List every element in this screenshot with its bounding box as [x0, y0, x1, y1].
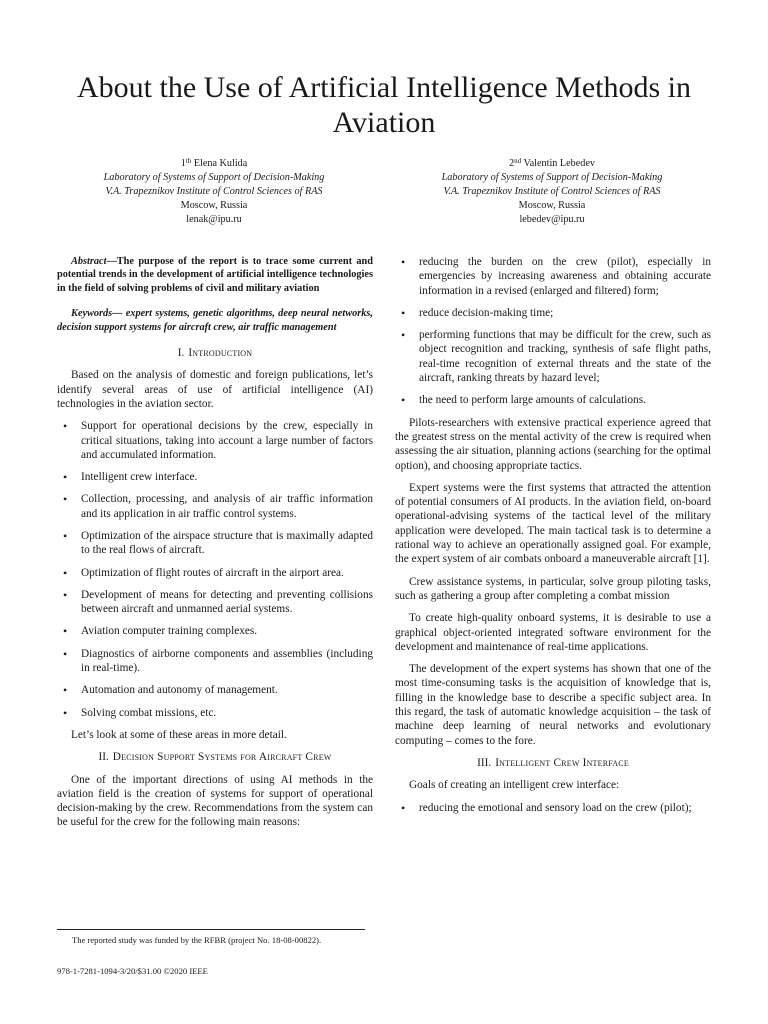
section-heading-decision-support: II. Decision Support Systems for Aircraft Crew [98, 751, 332, 764]
section-heading-introduction: I. Introduction [177, 347, 253, 360]
bullet-icon: • [63, 646, 68, 661]
list-item: • Automation and autonomy of management. [63, 683, 278, 698]
list-item: • the need to perform large amounts of calculations. [401, 393, 646, 408]
left-column [57, 255, 373, 838]
author-city: Moscow, Russia [180, 200, 248, 211]
footnote-rule [57, 929, 365, 930]
section-heading-crew-interface: III. Intelligent Crew Interface [477, 756, 629, 769]
footnote: The reported study was funded by the RFBR (project No. 18-08-00822). [72, 935, 322, 945]
bullet-icon: • [63, 624, 68, 639]
bullet-icon: • [63, 683, 68, 698]
intro-bullet-list [57, 419, 373, 720]
list-item: • performing functions that may be difficult for the crew, such as object recognition and tracking, synthesis of safe flight paths, real-time recognition of external threats and the state of the aircraft, ranking threats by hazard level; [401, 328, 711, 385]
bullet-icon: • [63, 529, 68, 543]
bullet-icon: • [63, 705, 68, 720]
body-paragraph: Crew assistance systems, in particular, solve group piloting tasks, such as gathering a group after completing a combat mission [395, 575, 711, 602]
author-name: 1th Elena Kulida [180, 157, 248, 169]
dss-bullet-list [395, 255, 711, 408]
intro-closing-paragraph: Let’s look at some of these areas in more detail. [71, 728, 287, 741]
author-institute: V.A. Trapeznikov Institute of Control Sciences of RAS [443, 186, 661, 197]
bullet-icon: • [63, 492, 68, 507]
intro-paragraph: Based on the analysis of domestic and foreign publications, let’s identify several areas of use of artificial intelligence (AI) technologies in the aviation sector. [57, 369, 373, 410]
list-item: • Aviation computer training complexes. [63, 624, 258, 639]
abstract: Abstract—The purpose of the report is to trace some current and potential trends in the development of artificial intelligence technologies in the field of solving problems of civil and military aviation [57, 256, 373, 294]
bullet-icon: • [63, 419, 68, 434]
list-item: • reduce decision-making time; [401, 305, 554, 320]
bullet-icon: • [63, 470, 68, 485]
bullet-icon: • [63, 587, 68, 602]
list-item: • Development of means for detecting and preventing collisions between aircraft and unmanned aerial systems. [63, 587, 373, 616]
copyright-line: 978-1-7281-1094-3/20/$31.00 ©2020 IEEE [57, 966, 208, 976]
bullet-icon: • [401, 800, 406, 815]
list-item: • Intelligent crew interface. [63, 470, 198, 485]
author-lab: Laboratory of Systems of Support of Decision-Making [441, 172, 663, 183]
body-paragraph: The development of the expert systems has shown that one of the most time-consuming tasks is the acquisition of knowledge that is, filling in the knowledge base to describe a specific subject area. In this regard, the task of automatic knowledge acquisition – the task of machine deep learning of neural networks and evolutionary computing – comes to the fore. [395, 663, 711, 747]
list-item: • Solving combat missions, etc. [63, 705, 217, 720]
bullet-icon: • [401, 328, 406, 343]
list-item: • Diagnostics of airborne components and assemblies (including in real-time). [63, 646, 373, 675]
author-city: Moscow, Russia [518, 200, 586, 211]
list-item: • Support for operational decisions by the crew, especially in critical situations, taking into account a large number of factors and accumulated information. [63, 419, 373, 461]
author-institute: V.A. Trapeznikov Institute of Control Sciences of RAS [105, 186, 323, 197]
dss-paragraph: One of the important directions of using AI methods in the aviation field is the creation of systems for support of operational decision-making by the crew. Recommendations from the system can be useful for the crew for the following main reasons: [57, 773, 373, 829]
ici-paragraph: Goals of creating an intelligent crew interface: [409, 779, 620, 792]
author-email[interactable]: lenak@ipu.ru [186, 214, 242, 225]
ici-bullet-list [395, 801, 711, 815]
bullet-icon: • [63, 565, 68, 580]
list-item: • Optimization of the airspace structure that is maximally adapted to the real flows of aircraft. [63, 529, 373, 557]
author-block-2 [402, 157, 702, 227]
list-item: • Collection, processing, and analysis of air traffic information and its application in air traffic control systems. [63, 492, 373, 520]
body-paragraph: To create high-quality onboard systems, it is desirable to use a graphical object-oriented integrated software environment for the development and maintenance of real-time applications. [395, 612, 711, 653]
author-lab: Laboratory of Systems of Support of Decision-Making [103, 172, 325, 183]
list-item: • reducing the burden on the crew (pilot), especially in emergencies by increasing awareness and obtaining accurate information in a revised (enlarged and filtered) form; [401, 255, 711, 297]
bullet-icon: • [401, 255, 406, 269]
keywords: Keywords— expert systems, genetic algorithms, deep neural networks, decision support systems for aircraft crew, air traffic management [57, 308, 373, 333]
author-block-1 [64, 157, 364, 227]
bullet-icon: • [401, 305, 406, 320]
list-item: • Optimization of flight routes of aircraft in the airport area. [63, 565, 344, 580]
author-email[interactable]: lebedev@ipu.ru [519, 214, 585, 225]
body-paragraph: Expert systems were the first systems that attracted the attention of potential consumers of AI products. In the aviation field, on-board operational-advising systems of the tactical level of the military application were developed. The main tactical task is to determine a rational way to achieve an operationally assigned goal. For example, the expert system of air combats onboard a maneuverable aircraft [1]. [395, 481, 711, 566]
paper-title: About the Use of Artificial Intelligence Methods in Aviation [76, 71, 692, 139]
author-name: 2nd Valentin Lebedev [508, 157, 596, 169]
bullet-icon: • [401, 393, 406, 408]
list-item: • reducing the emotional and sensory load on the crew (pilot); [401, 800, 692, 815]
right-column [395, 255, 711, 823]
body-paragraph: Pilots-researchers with extensive practical experience agreed that the greatest stress on the mental activity of the crew is required when assessing the air situation, planning actions (searching for the optimal option), and choosing appropriate tactics. [395, 416, 711, 472]
